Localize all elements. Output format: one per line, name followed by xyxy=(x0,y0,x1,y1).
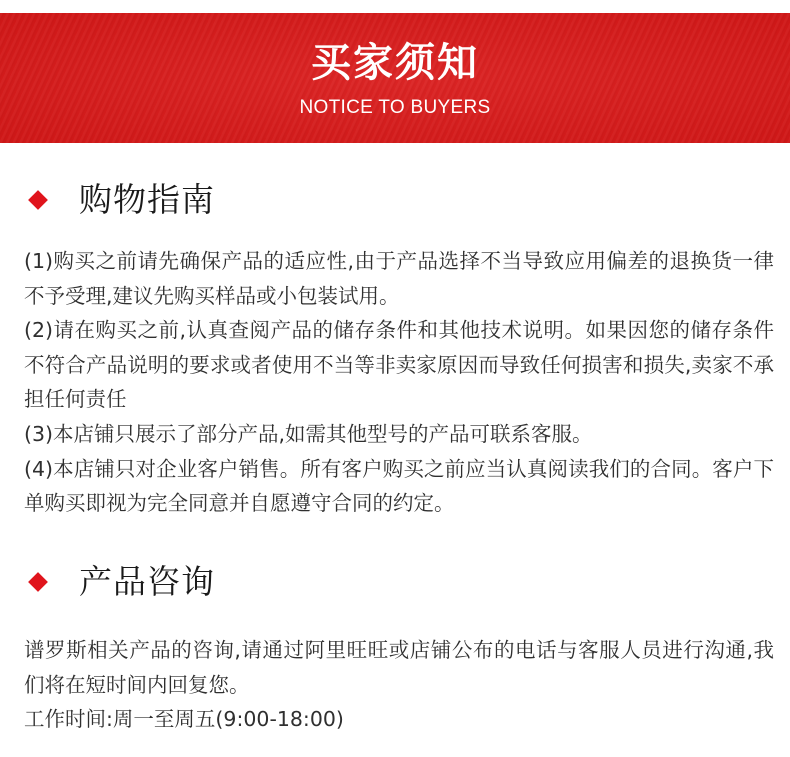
diamond-icon xyxy=(28,572,48,592)
inquiry-hours: 工作时间:周一至周五(9:00-18:00) xyxy=(24,707,344,732)
product-inquiry-text xyxy=(24,633,774,737)
section-title: 购物指南 xyxy=(79,180,215,219)
guide-item-1: (1)购买之前请先确保产品的适应性,由于产品选择不当导致应用偏差的退换货一律不予受理,建议先购买样品或小包装试用。 xyxy=(24,249,774,308)
banner-subtitle: NOTICE TO BUYERS xyxy=(299,97,491,118)
notice-banner xyxy=(0,13,790,143)
guide-item-2: (2)请在购买之前,认真查阅产品的储存条件和其他技术说明。如果因您的储存条件不符合产品说明的要求或者使用不当等非卖家原因而导致任何损害和损失,卖家不承担任何责任 xyxy=(24,318,774,412)
inquiry-contact: 谱罗斯相关产品的咨询,请通过阿里旺旺或店铺公布的电话与客服人员进行沟通,我们将在短时间内回复您。 xyxy=(24,638,774,697)
section-heading-product-inquiry xyxy=(28,557,215,607)
section-heading-shopping-guide xyxy=(28,175,215,225)
shopping-guide-text xyxy=(24,244,774,521)
guide-item-3: (3)本店铺只展示了部分产品,如需其他型号的产品可联系客服。 xyxy=(24,421,593,446)
banner-title: 买家须知 xyxy=(311,40,479,86)
section-title: 产品咨询 xyxy=(79,562,215,601)
diamond-icon xyxy=(28,190,48,210)
guide-item-4: (4)本店铺只对企业客户销售。所有客户购买之前应当认真阅读我们的合同。客户下单购买即视为完全同意并自愿遵守合同的约定。 xyxy=(24,456,774,516)
